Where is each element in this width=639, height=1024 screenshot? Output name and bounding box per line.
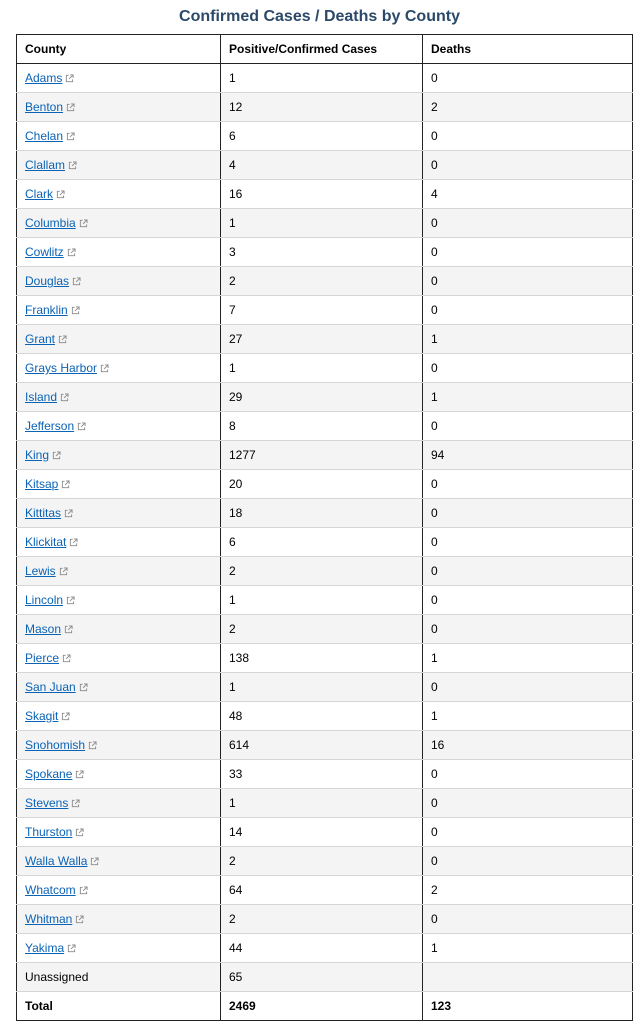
table-row: [17, 789, 633, 818]
table-row: [17, 818, 633, 847]
county-link[interactable]: Benton: [25, 100, 64, 114]
total-cases: 2469: [221, 992, 423, 1021]
deaths-cell: 0: [423, 209, 633, 238]
table-row: [17, 325, 633, 354]
county-cell[interactable]: [17, 93, 221, 122]
table-row: [17, 905, 633, 934]
external-link-icon[interactable]: [58, 333, 67, 342]
county-link[interactable]: Grays Harbor: [25, 361, 98, 375]
county-link[interactable]: Walla Walla: [25, 854, 88, 868]
deaths-cell: 0: [423, 412, 633, 441]
cases-cell: 48: [221, 702, 423, 731]
deaths-cell: 0: [423, 818, 633, 847]
table-row: [17, 673, 633, 702]
cases-cell: 1: [221, 789, 423, 818]
deaths-cell: 2: [423, 876, 633, 905]
cases-cell: 614: [221, 731, 423, 760]
county-cell[interactable]: [17, 209, 221, 238]
table-row: [17, 934, 633, 963]
external-link-icon[interactable]: [79, 217, 88, 226]
cases-cell: 1: [221, 209, 423, 238]
county-cell[interactable]: [17, 615, 221, 644]
deaths-cell: 2: [423, 93, 633, 122]
cases-cell: 44: [221, 934, 423, 963]
deaths-cell: 16: [423, 731, 633, 760]
deaths-cell: 0: [423, 296, 633, 325]
county-cell[interactable]: [17, 818, 221, 847]
county-link[interactable]: Mason: [25, 622, 62, 636]
county-link[interactable]: Skagit: [25, 709, 59, 723]
header-county: County: [17, 35, 221, 64]
cases-cell: 2: [221, 557, 423, 586]
external-link-icon[interactable]: [61, 478, 70, 487]
page-title: Confirmed Cases / Deaths by County: [179, 8, 460, 25]
header-row: [17, 35, 633, 64]
county-cell[interactable]: [17, 122, 221, 151]
external-link-icon[interactable]: [52, 449, 61, 458]
county-cell[interactable]: [17, 760, 221, 789]
cases-cell: 4: [221, 151, 423, 180]
county-link[interactable]: Cowlitz: [25, 245, 64, 259]
table-row: [17, 644, 633, 673]
county-cell[interactable]: [17, 470, 221, 499]
county-cell[interactable]: [17, 673, 221, 702]
county-cell[interactable]: [17, 528, 221, 557]
table-row: [17, 383, 633, 412]
county-cell[interactable]: [17, 557, 221, 586]
county-cell[interactable]: [17, 644, 221, 673]
county-link[interactable]: Lewis: [25, 564, 56, 578]
external-link-icon[interactable]: [65, 72, 74, 81]
deaths-cell: 0: [423, 789, 633, 818]
deaths-cell: 1: [423, 934, 633, 963]
external-link-icon[interactable]: [72, 275, 81, 284]
external-link-icon[interactable]: [79, 681, 88, 690]
deaths-cell: 0: [423, 557, 633, 586]
county-link[interactable]: Franklin: [25, 303, 68, 317]
deaths-cell: 0: [423, 64, 633, 93]
county-cell[interactable]: [17, 847, 221, 876]
county-link[interactable]: Adams: [25, 71, 63, 85]
cases-cell: 1: [221, 354, 423, 383]
external-link-icon[interactable]: [71, 304, 80, 313]
county-link[interactable]: Whatcom: [25, 883, 76, 897]
table-row: [17, 557, 633, 586]
county-link[interactable]: Thurston: [25, 825, 73, 839]
cases-cell: 2: [221, 615, 423, 644]
deaths-cell: 0: [423, 354, 633, 383]
county-link[interactable]: Kitsap: [25, 477, 59, 491]
cases-cell: 16: [221, 180, 423, 209]
county-cell[interactable]: [17, 499, 221, 528]
table-row: [17, 238, 633, 267]
cases-cell: 18: [221, 499, 423, 528]
cases-cell: 12: [221, 93, 423, 122]
table-row: [17, 847, 633, 876]
external-link-icon[interactable]: [69, 536, 78, 545]
county-cell[interactable]: [17, 64, 221, 93]
county-link[interactable]: Douglas: [25, 274, 70, 288]
table-row: [17, 702, 633, 731]
table-row: [17, 586, 633, 615]
table-row: [17, 122, 633, 151]
deaths-cell: 0: [423, 528, 633, 557]
county-cell[interactable]: [17, 412, 221, 441]
county-link[interactable]: Spokane: [25, 767, 73, 781]
table-row: [17, 267, 633, 296]
table-row: [17, 470, 633, 499]
deaths-cell: 0: [423, 267, 633, 296]
cases-cell: 65: [221, 963, 423, 992]
table-row: [17, 180, 633, 209]
county-cell[interactable]: [17, 731, 221, 760]
cases-cell: 7: [221, 296, 423, 325]
deaths-cell: 0: [423, 238, 633, 267]
external-link-icon[interactable]: [59, 565, 68, 574]
deaths-cell: 0: [423, 905, 633, 934]
table-header: [17, 35, 633, 64]
external-link-icon[interactable]: [88, 739, 97, 748]
deaths-cell: [423, 963, 633, 992]
deaths-cell: 0: [423, 499, 633, 528]
deaths-cell: 1: [423, 644, 633, 673]
county-cell[interactable]: [17, 905, 221, 934]
cases-cell: 6: [221, 528, 423, 557]
cases-cell: 1277: [221, 441, 423, 470]
external-link-icon[interactable]: [62, 652, 71, 661]
county-link[interactable]: Lincoln: [25, 593, 64, 607]
header-cases: Positive/Confirmed Cases: [221, 35, 423, 64]
header-deaths: Deaths: [423, 35, 633, 64]
table-row: [17, 441, 633, 470]
deaths-cell: 0: [423, 673, 633, 702]
county-link[interactable]: Snohomish: [25, 738, 86, 752]
external-link-icon[interactable]: [90, 855, 99, 864]
county-link[interactable]: Columbia: [25, 216, 76, 230]
cases-cell: 20: [221, 470, 423, 499]
external-link-icon[interactable]: [64, 507, 73, 516]
deaths-cell: 4: [423, 180, 633, 209]
table-body: [17, 64, 633, 1021]
county-cell[interactable]: [17, 876, 221, 905]
total-label: Total: [17, 992, 221, 1021]
table-row: [17, 528, 633, 557]
external-link-icon[interactable]: [67, 942, 76, 951]
county-link[interactable]: Pierce: [25, 651, 60, 665]
external-link-icon[interactable]: [66, 101, 75, 110]
county-link[interactable]: Whitman: [25, 912, 73, 926]
deaths-cell: 94: [423, 441, 633, 470]
county-link[interactable]: Grant: [25, 332, 56, 346]
table-row: [17, 151, 633, 180]
table-row: [17, 64, 633, 93]
county-cell[interactable]: [17, 180, 221, 209]
county-cell[interactable]: [17, 354, 221, 383]
table-row: [17, 93, 633, 122]
county-cell[interactable]: [17, 383, 221, 412]
table-row: [17, 876, 633, 905]
deaths-cell: 0: [423, 586, 633, 615]
deaths-cell: 0: [423, 151, 633, 180]
external-link-icon[interactable]: [75, 768, 84, 777]
cases-cell: 27: [221, 325, 423, 354]
cases-cell: 8: [221, 412, 423, 441]
county-link[interactable]: Chelan: [25, 129, 64, 143]
table-row: [17, 963, 633, 992]
total-row: [17, 992, 633, 1021]
deaths-cell: 0: [423, 470, 633, 499]
county-cell[interactable]: [17, 702, 221, 731]
external-link-icon[interactable]: [64, 623, 73, 632]
cases-cell: 138: [221, 644, 423, 673]
external-link-icon[interactable]: [71, 797, 80, 806]
county-cell[interactable]: [17, 441, 221, 470]
county-cell[interactable]: [17, 238, 221, 267]
total-deaths: 123: [423, 992, 633, 1021]
county-link[interactable]: Clallam: [25, 158, 66, 172]
cases-cell: 2: [221, 267, 423, 296]
cases-cell: 6: [221, 122, 423, 151]
external-link-icon[interactable]: [61, 710, 70, 719]
county-cell: [17, 963, 221, 992]
deaths-cell: 1: [423, 702, 633, 731]
external-link-icon[interactable]: [56, 188, 65, 197]
external-link-icon[interactable]: [60, 391, 69, 400]
county-cell[interactable]: [17, 789, 221, 818]
deaths-cell: 0: [423, 760, 633, 789]
county-link[interactable]: Jefferson: [25, 419, 75, 433]
county-link[interactable]: King: [25, 448, 50, 462]
cases-cell: 33: [221, 760, 423, 789]
deaths-cell: 1: [423, 325, 633, 354]
table-row: [17, 296, 633, 325]
table-row: [17, 499, 633, 528]
cases-cell: 1: [221, 586, 423, 615]
cases-cell: 29: [221, 383, 423, 412]
county-link[interactable]: Stevens: [25, 796, 69, 810]
deaths-cell: 0: [423, 122, 633, 151]
table-row: [17, 209, 633, 238]
county-link[interactable]: Kittitas: [25, 506, 62, 520]
cases-cell: 1: [221, 64, 423, 93]
cases-cell: 3: [221, 238, 423, 267]
county-cell[interactable]: [17, 586, 221, 615]
county-link[interactable]: Yakima: [25, 941, 65, 955]
county-link[interactable]: San Juan: [25, 680, 76, 694]
county-cases-table: [16, 34, 633, 1021]
deaths-cell: 1: [423, 383, 633, 412]
external-link-icon[interactable]: [66, 130, 75, 139]
external-link-icon[interactable]: [100, 362, 109, 371]
table-row: [17, 412, 633, 441]
external-link-icon[interactable]: [77, 420, 86, 429]
external-link-icon[interactable]: [75, 826, 84, 835]
external-link-icon[interactable]: [79, 884, 88, 893]
external-link-icon[interactable]: [66, 594, 75, 603]
county-label: Unassigned: [25, 970, 89, 984]
external-link-icon[interactable]: [68, 159, 77, 168]
county-link[interactable]: Clark: [25, 187, 54, 201]
deaths-cell: 0: [423, 847, 633, 876]
cases-cell: 1: [221, 673, 423, 702]
cases-cell: 2: [221, 905, 423, 934]
county-cell[interactable]: [17, 151, 221, 180]
county-link[interactable]: Island: [25, 390, 58, 404]
table-row: [17, 354, 633, 383]
external-link-icon[interactable]: [67, 246, 76, 255]
table-row: [17, 760, 633, 789]
county-cell[interactable]: [17, 267, 221, 296]
external-link-icon[interactable]: [75, 913, 84, 922]
cases-cell: 2: [221, 847, 423, 876]
county-cell[interactable]: [17, 934, 221, 963]
cases-cell: 14: [221, 818, 423, 847]
county-link[interactable]: Klickitat: [25, 535, 67, 549]
county-cell[interactable]: [17, 325, 221, 354]
table-row: [17, 731, 633, 760]
deaths-cell: 0: [423, 615, 633, 644]
table-row: [17, 615, 633, 644]
county-cell[interactable]: [17, 296, 221, 325]
cases-cell: 64: [221, 876, 423, 905]
